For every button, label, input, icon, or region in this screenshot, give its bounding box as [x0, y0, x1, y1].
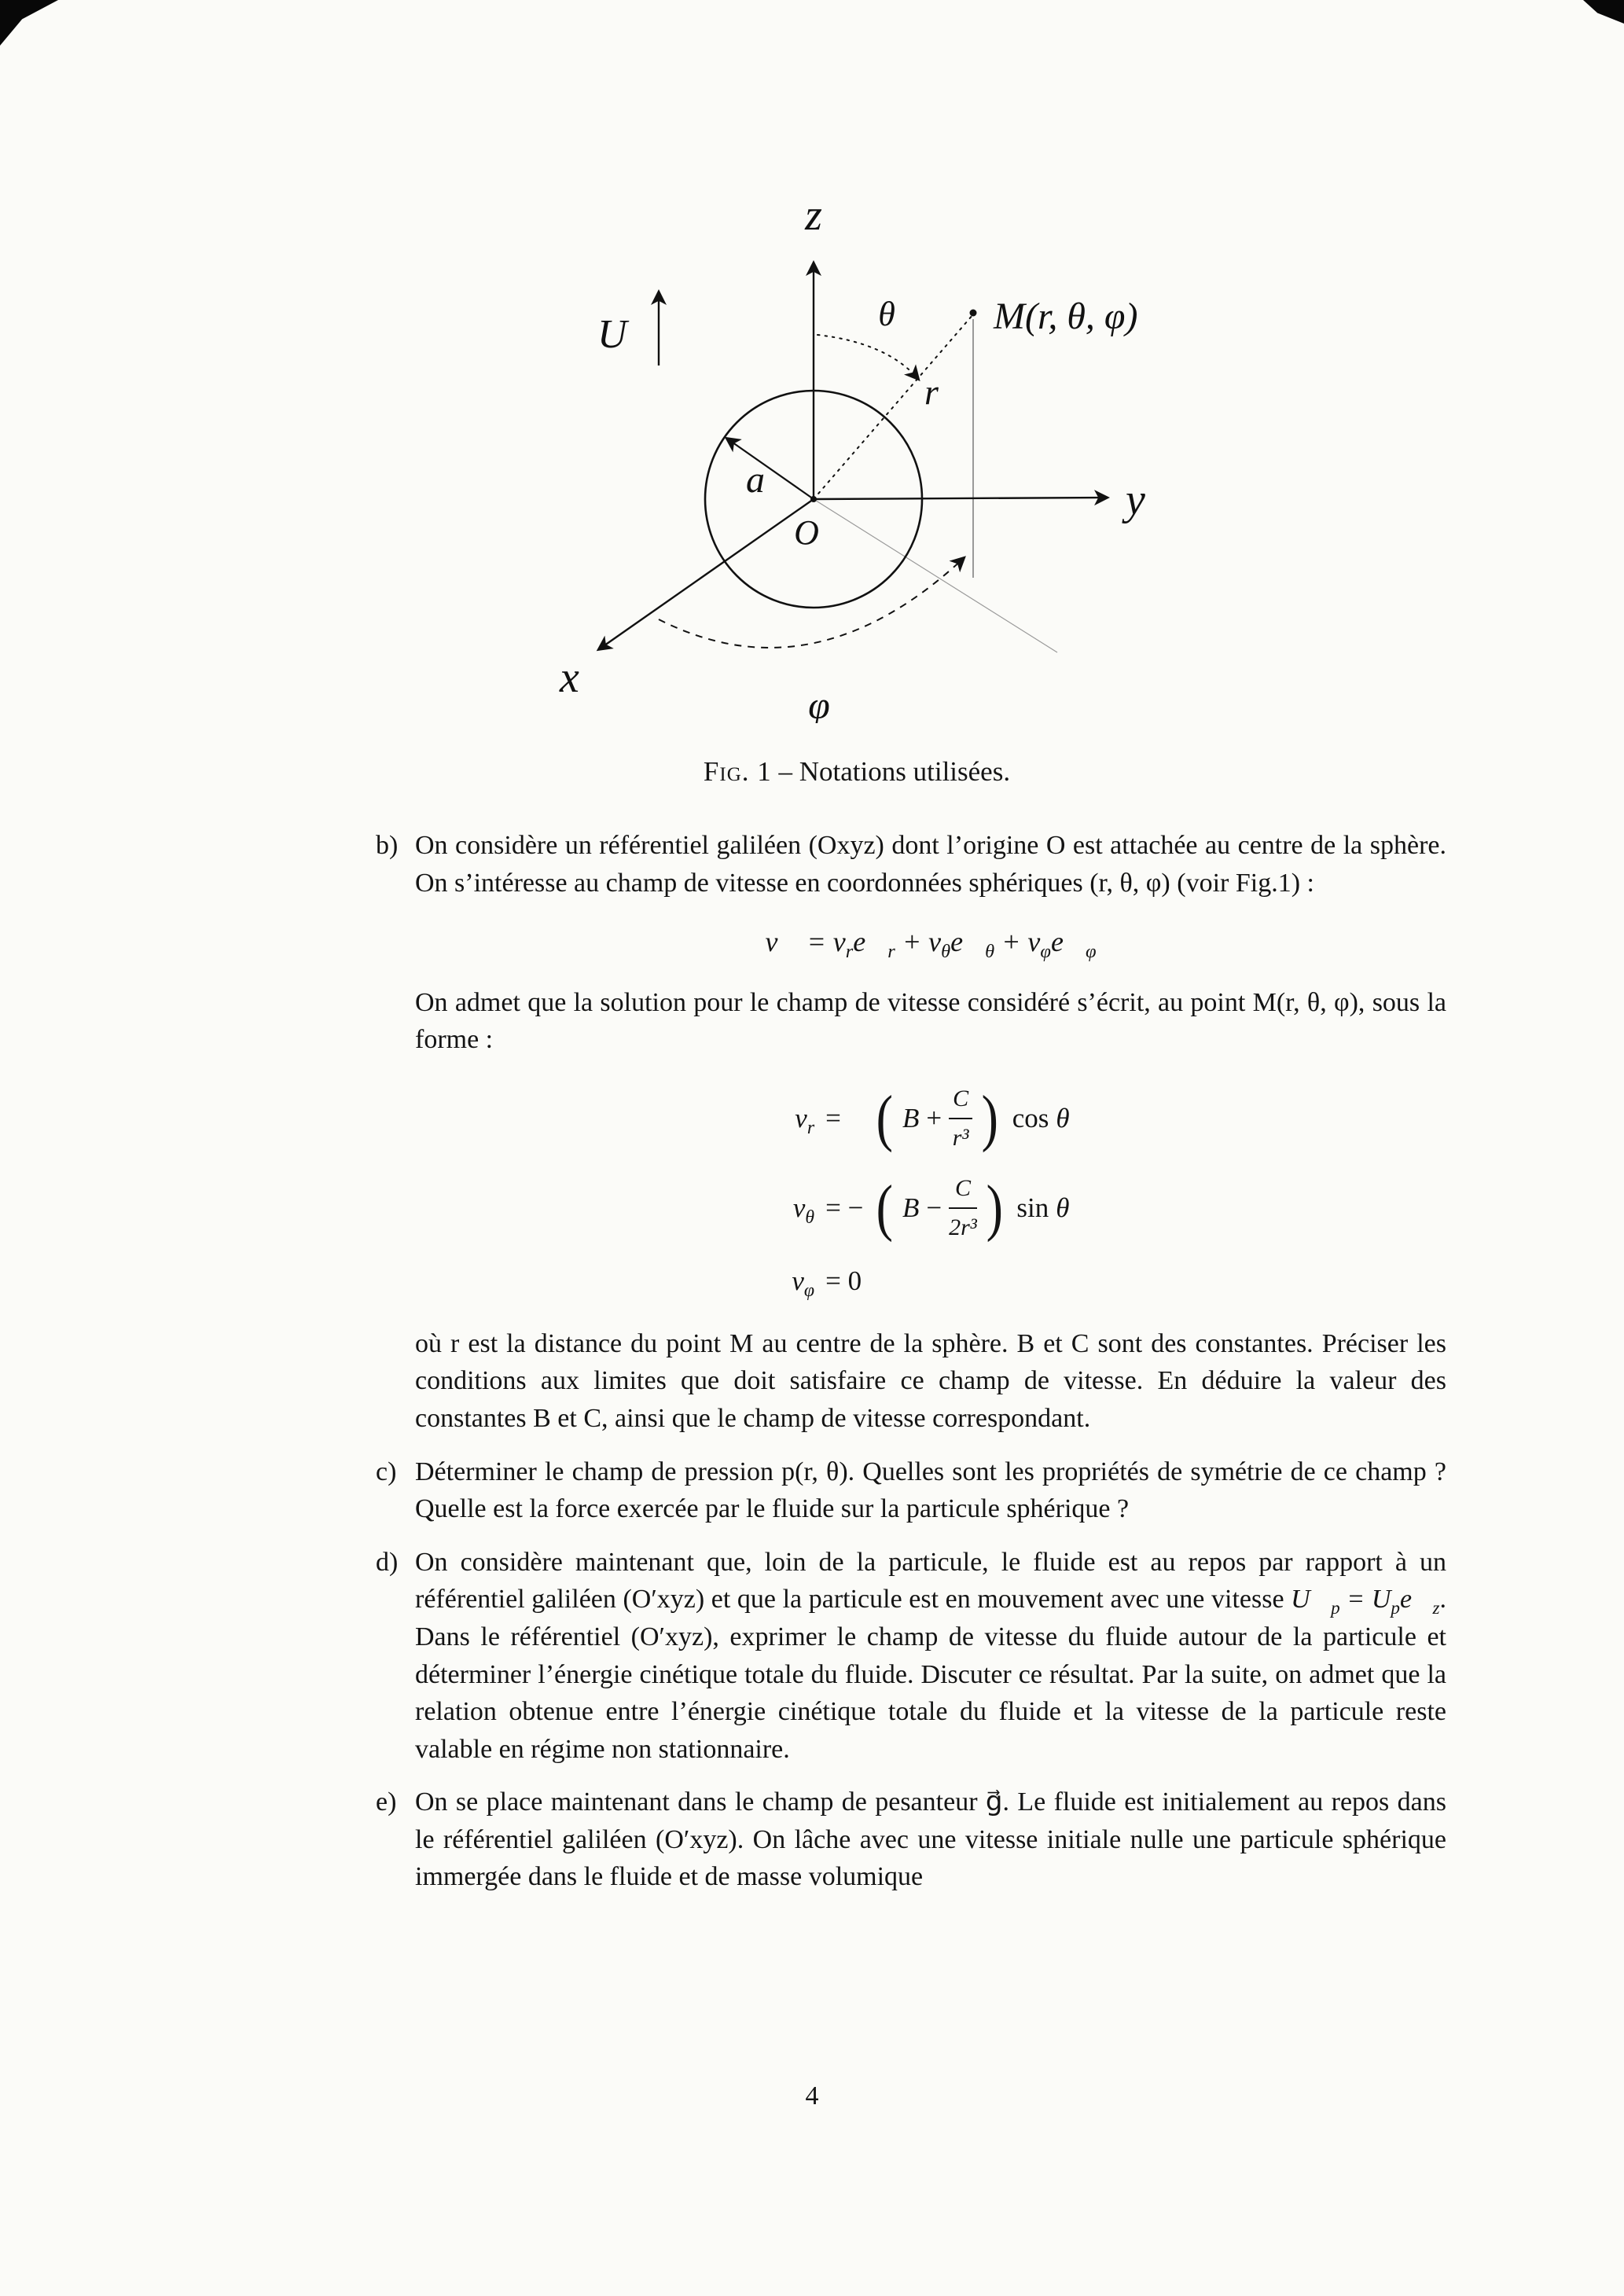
item-c-label: c) [376, 1457, 397, 1486]
item-b-body [415, 827, 1446, 1438]
r-line [814, 314, 973, 499]
scan-artifact-top-left [0, 0, 58, 46]
scan-artifact-top-right [1583, 0, 1624, 24]
m-point [970, 310, 977, 317]
figure-caption [259, 756, 1454, 788]
equation-vphi-lhs: $v_\varphi$ [792, 1265, 815, 1301]
figure-1 [535, 181, 1305, 723]
item-d [376, 1544, 1446, 1769]
figure-caption-label: Fig. 1 [703, 756, 772, 787]
equation-vtheta-relation: = − [825, 1192, 864, 1224]
item-c [376, 1453, 1446, 1528]
item-b-paragraph-2: On admet que la solution pour le champ de vitesse considéré s’écrit, au point M(r, θ, φ), sous la forme : [415, 987, 1446, 1055]
m-point-label: M(r, θ, φ) [994, 296, 1138, 337]
item-c-paragraph: Déterminer le champ de pression p(r, θ). Quelles sont les propriétés de symétrie de ce champ ? Quelle est la force exercée par le fluide sur la particule sphérique ? [415, 1457, 1446, 1524]
figure-caption-text: – Notations utilisées. [778, 756, 1011, 787]
equation-vtheta-rhs: ( B − $\frac{C}{\text{2r³}}$ ) sin θ [876, 1173, 1070, 1243]
u-vector-label: U⃗ [597, 312, 659, 357]
spherical-coordinates-diagram [535, 181, 1305, 723]
item-e [376, 1784, 1446, 1896]
origin-point [810, 496, 817, 502]
phi-arc [659, 558, 964, 648]
item-b-paragraph-1: On considère un référentiel galiléen (Oxyz) dont l’origine O est attachée au centre de la sphère. On s’intéresse au champ de vitesse en coordonnées sphériques (r, θ, φ) (voir Fig.1) : [415, 831, 1446, 898]
y-axis-label: y [1126, 476, 1145, 524]
item-d-label: d) [376, 1547, 399, 1577]
y-axis [814, 498, 1107, 499]
item-e-paragraph: On se place maintenant dans le champ de pesanteur g⃗. Le fluide est initialement au repos dans le référentiel galiléen (O′xyz). On lâche avec une vitesse initiale nulle une particule sphérique immergée dans le fluide et de masse volumique [415, 1787, 1446, 1892]
equation-velocity-field: v⃗ = $v_re⃗_r$ + $v_\theta e⃗_\theta$ + $v_\varphi e⃗_\varphi$ [765, 926, 1097, 963]
item-b-paragraph-3: où r est la distance du point M au centre de la sphère. B et C sont des constantes. Préciser les conditions aux limites que doit satisfaire ce champ de vitesse. En déduire la valeur des constantes B et C, ainsi que le champ de vitesse correspondant. [415, 1328, 1446, 1433]
item-d-paragraph: On considère maintenant que, loin de la particule, le fluide est au repos par rapport à un référentiel galiléen (O′xyz) et que la particule est en mouvement avec une vitesse $U⃗_p$ = $U_pe⃗_z$. Dans le référentiel (O′xyz), exprimer le champ de vitesse du fluide autour de la particule et déterminer l’énergie cinétique totale du fluide. Discuter ce résultat. Par la suite, on admet que la relation obtenue entre l’énergie cinétique totale du fluide et la vitesse de la particule reste valable en régime non stationnaire. [415, 1547, 1447, 1764]
equation-system-velocity-components [415, 1082, 1446, 1300]
item-c-body [415, 1453, 1446, 1528]
fraction-c-over-2r3: $\frac{C}{\text{2r³}}$ [949, 1172, 977, 1244]
azimuth-projection-line [814, 499, 1057, 652]
equation-vr-relation: = [825, 1103, 841, 1134]
a-radius-label: a [746, 459, 765, 501]
item-e-body [415, 1784, 1446, 1896]
item-e-label: e) [376, 1787, 397, 1817]
equation-vr-rhs: ( B + $\frac{C}{\text{r³}}$ ) cos θ [876, 1083, 1070, 1153]
radius-a-arrow [727, 439, 814, 499]
equation-vphi-relation: = 0 [825, 1265, 862, 1296]
item-d-body [415, 1544, 1446, 1769]
theta-label: θ [878, 295, 895, 333]
fraction-c-over-r3: $\frac{C}{\text{r³}}$ [949, 1082, 972, 1155]
x-axis [599, 499, 814, 649]
equation-vr-lhs: $v_r$ [795, 1103, 815, 1139]
x-axis-label: x [560, 653, 579, 702]
item-b [376, 827, 1446, 1438]
origin-label: O [794, 513, 819, 552]
phi-label: φ [808, 683, 830, 723]
page-number: 4 [805, 2081, 819, 2110]
r-label: r [924, 372, 939, 412]
theta-arc [818, 335, 918, 379]
z-axis-label: z [805, 191, 822, 240]
problem-text [376, 827, 1446, 1912]
item-b-label: b) [376, 831, 399, 860]
up-vector-inline-math: U⃗ [1291, 1585, 1332, 1615]
equation-vtheta-lhs: $v_\theta$ [792, 1192, 815, 1229]
